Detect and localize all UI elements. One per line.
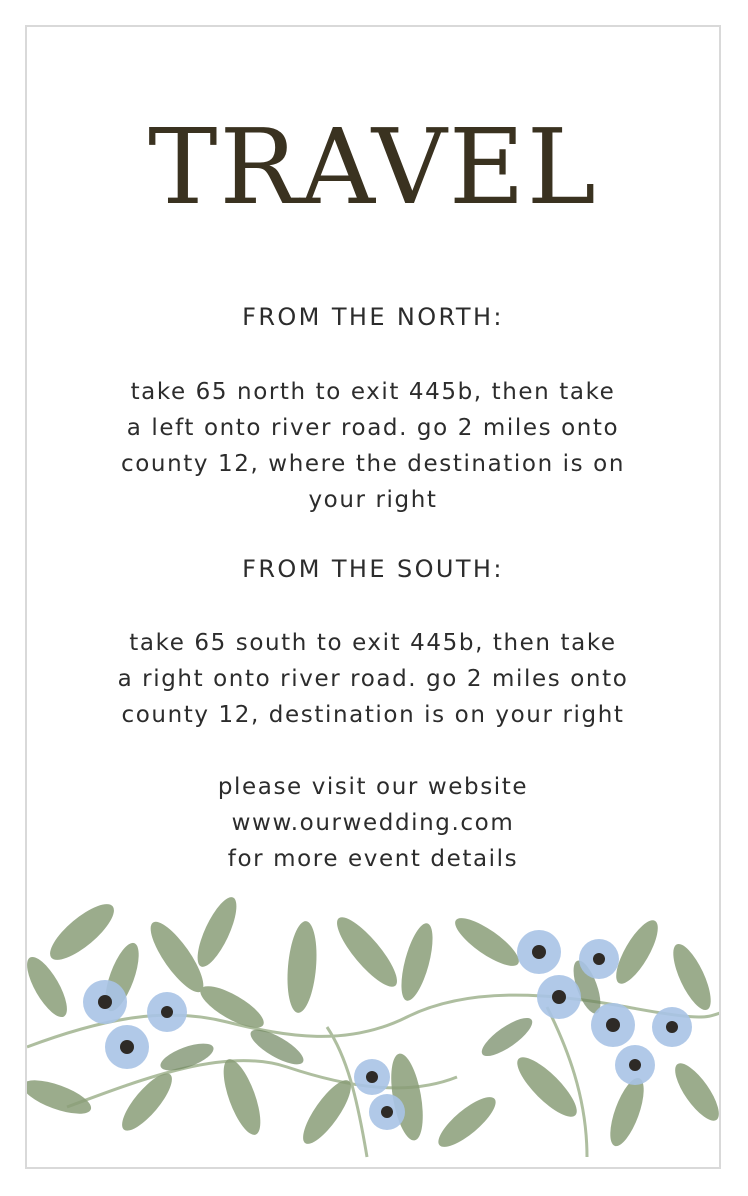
flower xyxy=(591,1003,635,1047)
flower xyxy=(354,1059,390,1095)
flower xyxy=(579,939,619,979)
floral-foliage-illustration xyxy=(27,897,721,1167)
flower xyxy=(652,1007,692,1047)
flower xyxy=(147,992,187,1032)
travel-card xyxy=(25,25,721,1169)
card-title: TRAVEL xyxy=(148,106,598,228)
north-line: your right xyxy=(308,487,438,513)
north-heading: FROM THE NORTH: xyxy=(242,303,504,331)
flower xyxy=(83,980,127,1024)
north-line: a left onto river road. go 2 miles onto xyxy=(126,415,620,441)
south-line: county 12, destination is on your right xyxy=(121,702,625,728)
south-line: take 65 south to exit 445b, then take xyxy=(129,630,617,656)
flower xyxy=(517,930,561,974)
flower xyxy=(615,1045,655,1085)
south-line: a right onto river road. go 2 miles onto xyxy=(117,666,629,692)
north-line: take 65 north to exit 445b, then take xyxy=(130,379,616,405)
north-line: county 12, where the destination is on xyxy=(120,451,626,477)
flower xyxy=(369,1094,405,1130)
south-heading: FROM THE SOUTH: xyxy=(242,555,504,583)
flower xyxy=(537,975,581,1019)
closing-line: please visit our website xyxy=(217,774,529,800)
closing-line: for more event details xyxy=(227,846,519,872)
website-url: www.ourwedding.com xyxy=(231,810,515,836)
flower xyxy=(105,1025,149,1069)
